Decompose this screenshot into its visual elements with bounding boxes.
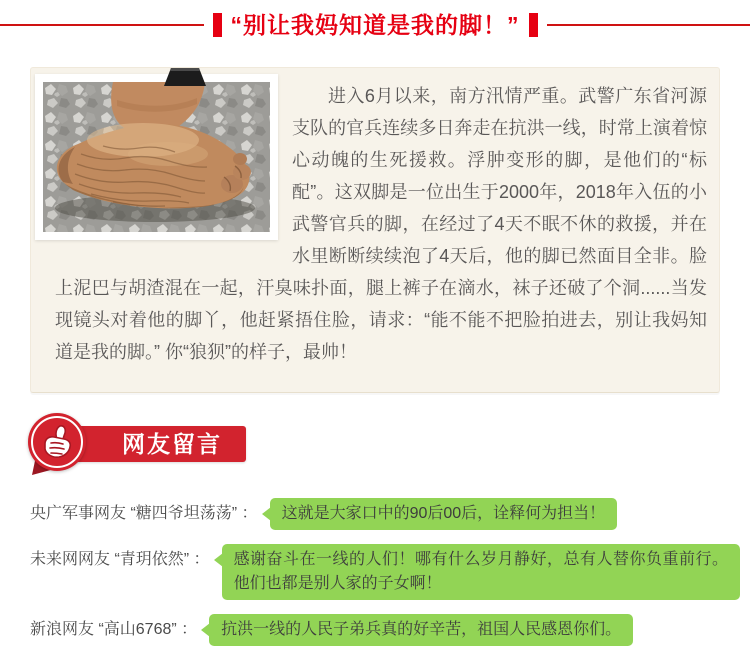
comment-row [30, 544, 740, 600]
comment-author: 央广军事网友 “糖四爷坦荡荡” ： [30, 505, 258, 522]
comment-author: 新浪网友 “高山6768” ： [30, 621, 198, 638]
comments-badge [28, 413, 750, 475]
article-paragraph: 进入6月以来，南方汛情严重。武警广东省河源支队的官兵连续多日奔走在抗洪一线，时常上演着惊心动魄的生死援救。浮肿变形的脚，是他们的“标配”。这双脚是一位出生于2000年，2018年入伍的小武警官兵的脚，在经过了4天不眠不休的救援，并在水里断断续续泡了4天后，他的脚已然面目全非。脸上泥巴与胡渣混在一起，汗臭味扑面，腿上裤子在滴水，袜子还破了个洞......当发现镜头对着他的脚丫，他赶紧捂住脸，请求：“能不能不把脸拍进去，别让我妈知道是我的脚。” 你“狼狈”的样子，最帅！ [55, 86, 707, 362]
header-right-line [547, 24, 750, 26]
comments-badge-circle [28, 413, 86, 471]
comments-list [30, 498, 750, 646]
comment-author: 未来网网友 “青玥依然” ： [30, 551, 210, 568]
header-accent-bar-left [213, 13, 222, 37]
comment-bubble: 感谢奋斗在一线的人们！哪有什么岁月静好，总有人替你负重前行。他们也都是别人家的子女啊！ [222, 544, 740, 600]
comments-section-title: 网友留言 [56, 426, 246, 462]
header [0, 0, 750, 50]
header-left-line [0, 24, 204, 26]
binder-clip-icon [159, 67, 211, 87]
foot-photo [35, 74, 278, 240]
foot-on-gravel-photo [43, 82, 270, 232]
comment-row [30, 498, 740, 530]
comment-row [30, 614, 740, 646]
photo-wrap [35, 74, 278, 240]
header-accent-bar-right [529, 13, 538, 37]
comment-bubble: 这就是大家口中的90后00后，诠释何为担当！ [270, 498, 618, 530]
article-card [30, 67, 720, 393]
page-title: “别让我妈知道是我的脚！” [230, 11, 520, 38]
thumbs-up-icon [37, 422, 77, 462]
comment-bubble: 抗洪一线的人民子弟兵真的好辛苦，祖国人民感恩你们。 [209, 614, 633, 646]
